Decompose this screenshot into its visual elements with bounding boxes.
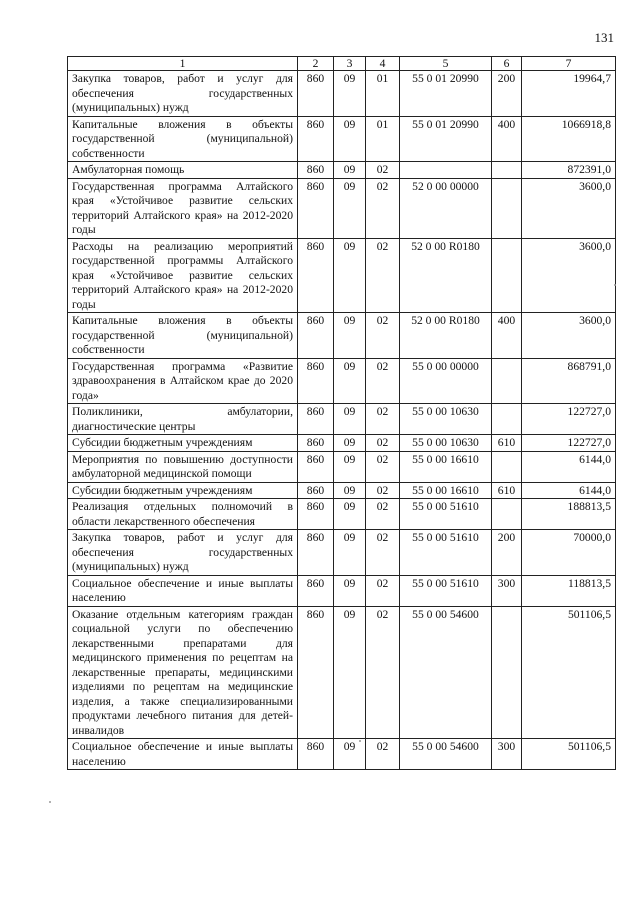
- cell-amount: 122727,0: [522, 404, 616, 435]
- cell-section-code: 09: [334, 435, 366, 452]
- cell-section-code: 09: [334, 451, 366, 482]
- cell-ministry-code: 860: [298, 358, 334, 404]
- column-header: 2: [298, 57, 334, 71]
- row-name: Государственная программа «Развитие здравоохранения в Алтайском крае до 2020 года»: [68, 358, 298, 404]
- table-row: [68, 71, 616, 117]
- cell-subsection-code: 02: [366, 313, 400, 359]
- cell-subsection-code: 02: [366, 606, 400, 739]
- cell-subsection-code: 02: [366, 530, 400, 576]
- cell-expense-type: 400: [492, 313, 522, 359]
- cell-expense-type: 200: [492, 530, 522, 576]
- cell-section-code: 09: [334, 530, 366, 576]
- cell-target-code: [400, 162, 492, 179]
- table-row: [68, 313, 616, 359]
- cell-subsection-code: 02: [366, 575, 400, 606]
- row-name: Субсидии бюджетным учреждениям: [68, 482, 298, 499]
- table-row: [68, 435, 616, 452]
- table-row: [68, 606, 616, 739]
- table-row: [68, 530, 616, 576]
- table-row: [68, 178, 616, 238]
- table-row: [68, 499, 616, 530]
- cell-amount: 122727,0: [522, 435, 616, 452]
- cell-target-code: 55 0 00 16610: [400, 482, 492, 499]
- table-row: [68, 358, 616, 404]
- cell-section-code: 09: [334, 178, 366, 238]
- budget-table: [67, 56, 616, 770]
- cell-amount: 3600,0: [522, 178, 616, 238]
- row-name: Социальное обеспечение и иные выплаты населению: [68, 575, 298, 606]
- cell-subsection-code: 01: [366, 71, 400, 117]
- cell-expense-type: 400: [492, 116, 522, 162]
- cell-ministry-code: 860: [298, 435, 334, 452]
- column-header: 1: [68, 57, 298, 71]
- cell-amount: 501106,5: [522, 739, 616, 770]
- cell-target-code: 55 0 00 51610: [400, 575, 492, 606]
- cell-target-code: 55 0 01 20990: [400, 71, 492, 117]
- cell-expense-type: 200: [492, 71, 522, 117]
- cell-section-code: 09: [334, 739, 366, 770]
- cell-subsection-code: 02: [366, 178, 400, 238]
- cell-amount: 868791,0: [522, 358, 616, 404]
- cell-target-code: 55 0 00 51610: [400, 499, 492, 530]
- row-name: Реализация отдельных полномочий в области лекарственного обеспечения: [68, 499, 298, 530]
- cell-expense-type: 300: [492, 739, 522, 770]
- cell-expense-type: 610: [492, 435, 522, 452]
- cell-expense-type: [492, 404, 522, 435]
- cell-subsection-code: 02: [366, 435, 400, 452]
- cell-expense-type: [492, 358, 522, 404]
- cell-ministry-code: 860: [298, 575, 334, 606]
- row-name: Расходы на реализацию мероприятий государственной программы Алтайского края «Устойчивое развитие сельских территорий Алтайского края» на 2012-2020 годы: [68, 238, 298, 313]
- row-name: Закупка товаров, работ и услуг для обеспечения государственных (муниципальных) нужд: [68, 71, 298, 117]
- cell-subsection-code: 02: [366, 358, 400, 404]
- cell-amount: 188813,5: [522, 499, 616, 530]
- column-header: 4: [366, 57, 400, 71]
- table-row: [68, 482, 616, 499]
- cell-target-code: 55 0 00 10630: [400, 435, 492, 452]
- cell-target-code: 55 0 00 54600: [400, 739, 492, 770]
- cell-expense-type: [492, 162, 522, 179]
- scan-speck: [359, 740, 361, 742]
- cell-expense-type: [492, 238, 522, 313]
- cell-section-code: 09: [334, 162, 366, 179]
- cell-ministry-code: 860: [298, 451, 334, 482]
- cell-subsection-code: 02: [366, 499, 400, 530]
- row-name: Субсидии бюджетным учреждениям: [68, 435, 298, 452]
- cell-amount: 6144,0: [522, 482, 616, 499]
- cell-ministry-code: 860: [298, 499, 334, 530]
- table-row: [68, 575, 616, 606]
- cell-ministry-code: 860: [298, 116, 334, 162]
- cell-ministry-code: 860: [298, 404, 334, 435]
- cell-section-code: 09: [334, 116, 366, 162]
- cell-subsection-code: 02: [366, 404, 400, 435]
- cell-amount: 70000,0: [522, 530, 616, 576]
- cell-subsection-code: 02: [366, 482, 400, 499]
- cell-target-code: 55 0 01 20990: [400, 116, 492, 162]
- cell-subsection-code: 02: [366, 238, 400, 313]
- cell-amount: 501106,5: [522, 606, 616, 739]
- row-name: Капитальные вложения в объекты государственной (муниципальной) собственности: [68, 313, 298, 359]
- scan-speck: [49, 801, 51, 803]
- cell-section-code: 09: [334, 238, 366, 313]
- cell-amount: 872391,0: [522, 162, 616, 179]
- cell-target-code: 52 0 00 R0180: [400, 313, 492, 359]
- cell-target-code: 52 0 00 00000: [400, 178, 492, 238]
- cell-expense-type: 610: [492, 482, 522, 499]
- cell-section-code: 09: [334, 71, 366, 117]
- cell-target-code: 52 0 00 R0180: [400, 238, 492, 313]
- row-name: Закупка товаров, работ и услуг для обеспечения государственных (муниципальных) нужд: [68, 530, 298, 576]
- cell-section-code: 09: [334, 575, 366, 606]
- cell-section-code: 09: [334, 606, 366, 739]
- cell-section-code: 09: [334, 499, 366, 530]
- cell-expense-type: [492, 606, 522, 739]
- row-name: Оказание отдельным категориям граждан социальной услуги по обеспечению лекарственными препаратами для медицинского применения по рецептам на лекарственные препараты, медицинскими изделиями по рецептам на медицинские изделия, а также специализированными продуктами лечебного питания для детей-инвалидов: [68, 606, 298, 739]
- cell-expense-type: [492, 499, 522, 530]
- cell-subsection-code: 02: [366, 162, 400, 179]
- cell-ministry-code: 860: [298, 162, 334, 179]
- table-row: [68, 739, 616, 770]
- column-header: 5: [400, 57, 492, 71]
- table-row: [68, 238, 616, 313]
- cell-ministry-code: 860: [298, 313, 334, 359]
- column-header: 6: [492, 57, 522, 71]
- cell-amount: 6144,0: [522, 451, 616, 482]
- cell-amount: 19964,7: [522, 71, 616, 117]
- table-row: [68, 404, 616, 435]
- cell-target-code: 55 0 00 16610: [400, 451, 492, 482]
- cell-ministry-code: 860: [298, 482, 334, 499]
- row-name: Государственная программа Алтайского края «Устойчивое развитие сельских территорий Алтайского края» на 2012-2020 годы: [68, 178, 298, 238]
- cell-amount: 3600,0: [522, 313, 616, 359]
- row-name: Амбулаторная помощь: [68, 162, 298, 179]
- cell-target-code: 55 0 00 54600: [400, 606, 492, 739]
- header-row: [68, 57, 616, 71]
- cell-ministry-code: 860: [298, 739, 334, 770]
- cell-section-code: 09: [334, 404, 366, 435]
- cell-section-code: 09: [334, 313, 366, 359]
- cell-subsection-code: 01: [366, 116, 400, 162]
- cell-ministry-code: 860: [298, 71, 334, 117]
- table-row: [68, 451, 616, 482]
- column-header: 3: [334, 57, 366, 71]
- cell-target-code: 55 0 00 00000: [400, 358, 492, 404]
- cell-ministry-code: 860: [298, 238, 334, 313]
- cell-ministry-code: 860: [298, 606, 334, 739]
- cell-subsection-code: 02: [366, 451, 400, 482]
- row-name: Капитальные вложения в объекты государственной (муниципальной) собственности: [68, 116, 298, 162]
- cell-expense-type: [492, 451, 522, 482]
- cell-target-code: 55 0 00 51610: [400, 530, 492, 576]
- column-header: 7: [522, 57, 616, 71]
- cell-amount: 3600,0: [522, 238, 616, 313]
- cell-ministry-code: 860: [298, 530, 334, 576]
- page-number: 131: [594, 30, 614, 45]
- table-row: [68, 162, 616, 179]
- cell-ministry-code: 860: [298, 178, 334, 238]
- cell-section-code: 09: [334, 358, 366, 404]
- row-name: Поликлиники, амбулатории, диагностические центры: [68, 404, 298, 435]
- cell-target-code: 55 0 00 10630: [400, 404, 492, 435]
- cell-expense-type: 300: [492, 575, 522, 606]
- cell-expense-type: [492, 178, 522, 238]
- cell-subsection-code: 02: [366, 739, 400, 770]
- cell-section-code: 09: [334, 482, 366, 499]
- table-row: [68, 116, 616, 162]
- cell-amount: 118813,5: [522, 575, 616, 606]
- scan-speck: [614, 284, 616, 286]
- row-name: Мероприятия по повышению доступности амбулаторной медицинской помощи: [68, 451, 298, 482]
- cell-amount: 1066918,8: [522, 116, 616, 162]
- row-name: Социальное обеспечение и иные выплаты населению: [68, 739, 298, 770]
